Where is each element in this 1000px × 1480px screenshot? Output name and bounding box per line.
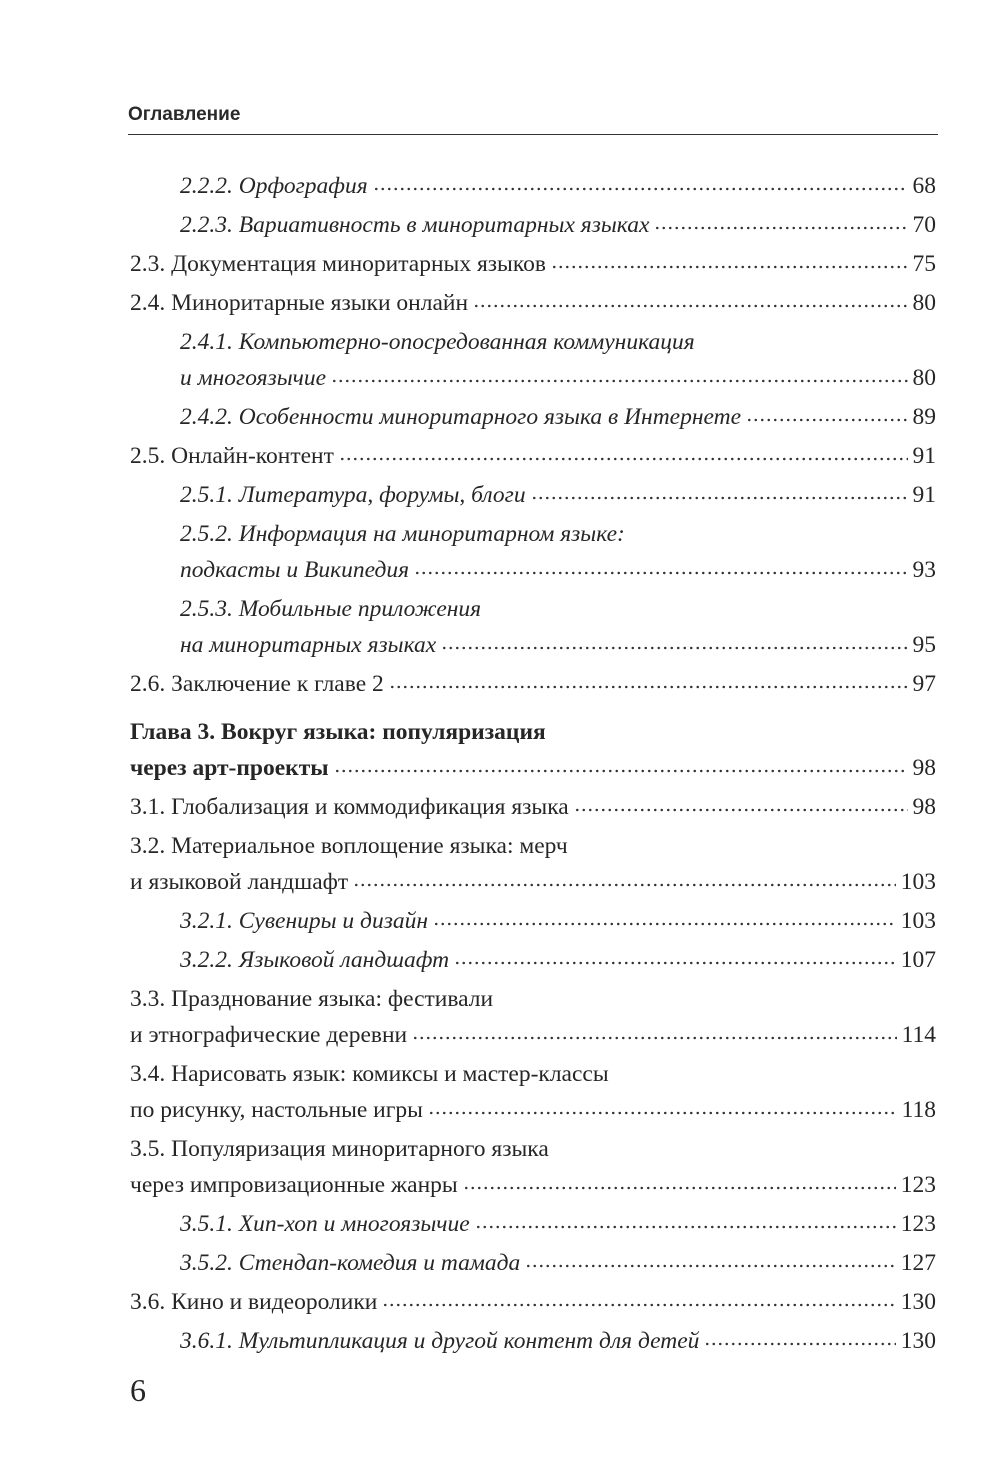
dot-leader [704,1342,895,1346]
toc-entry[interactable] [130,1323,936,1359]
toc-page-number: 130 [900,1328,936,1354]
toc-page-number: 68 [912,173,936,199]
dot-leader [382,1303,895,1307]
toc-entry[interactable] [130,1245,936,1281]
toc-page-number: 97 [912,671,936,697]
toc-page-number: 107 [900,947,936,973]
toc-entry-title-line: через арт-проекты [130,755,329,781]
toc-entry-title-line: Глава 3. Вокруг языка: популяризация [130,719,546,745]
toc-entry[interactable] [130,828,936,900]
toc-entry-title-line: 2.2.2. Орфография [180,173,368,199]
toc-entry-title-line: 2.5.2. Информация на миноритарном языке: [180,521,625,547]
toc-entry[interactable] [130,399,936,435]
toc-entry-title-line: 2.2.3. Вариативность в миноритарных языках [180,212,650,238]
dot-leader [531,496,908,500]
dot-leader [353,883,896,887]
toc-entry-title-line: 2.5.1. Литература, форумы, блоги [180,482,526,508]
toc-entry[interactable] [130,1284,936,1320]
dot-leader [463,1186,896,1190]
dot-leader [441,646,907,650]
toc-entry-title-line: 3.2. Материальное воплощение языка: мерч [130,833,568,859]
dot-leader [473,304,907,308]
toc-entry[interactable] [130,591,936,663]
toc-page-number: 123 [900,1211,936,1237]
toc-entry-title-line: и этнографические деревни [130,1022,408,1048]
toc-entry-title-line: 2.5. Онлайн-контент [130,443,334,469]
dot-leader [331,379,907,383]
toc-entry[interactable] [130,789,936,825]
toc-entry[interactable] [130,516,936,588]
toc-entry[interactable] [130,324,936,396]
toc-entry[interactable] [130,285,936,321]
toc-entry[interactable] [130,714,936,786]
dot-leader [334,769,908,773]
table-of-contents [130,168,936,1362]
toc-entry[interactable] [130,981,936,1053]
toc-page-number: 123 [900,1172,936,1198]
toc-entry-title-line: и многоязычие [180,365,327,391]
toc-page-number: 103 [900,908,936,934]
toc-page-number: 103 [900,869,936,895]
toc-entry[interactable] [130,477,936,513]
toc-entry-title-line: 3.2.1. Сувениры и дизайн [180,908,429,934]
toc-entry-title-line: 2.4. Миноритарные языки онлайн [130,290,469,316]
dot-leader [428,1111,897,1115]
toc-page-number: 130 [900,1289,936,1315]
toc-entry[interactable] [130,438,936,474]
toc-page-number: 89 [912,404,936,430]
dot-leader [373,187,908,191]
page-number: 6 [130,1372,146,1408]
dot-leader [475,1225,896,1229]
toc-entry-title-line: 3.5. Популяризация миноритарного языка [130,1136,549,1162]
dot-leader [574,808,908,812]
toc-page-number: 98 [912,755,936,781]
dot-leader [433,922,896,926]
toc-page-number: 91 [912,482,936,508]
dot-leader [339,457,908,461]
toc-entry[interactable] [130,666,936,702]
toc-entry-title-line: 3.4. Нарисовать язык: комиксы и мастер-классы [130,1061,609,1087]
toc-entry-title-line: 3.5.1. Хип-хоп и многоязычие [180,1211,470,1237]
toc-entry-title-line: 2.3. Документация миноритарных языков [130,251,546,277]
toc-page-number: 80 [912,290,936,316]
toc-entry[interactable] [130,207,936,243]
toc-page-number: 95 [912,632,936,658]
toc-entry-title-line: 2.6. Заключение к главе 2 [130,671,384,697]
toc-entry-title-line: на миноритарных языках [180,632,437,658]
toc-entry[interactable] [130,942,936,978]
toc-entry-title-line: 3.3. Празднование языка: фестивали [130,986,494,1012]
toc-entry-title-line: 3.6.1. Мультипликация и другой контент для детей [180,1328,700,1354]
dot-leader [654,226,907,230]
toc-page-number: 70 [912,212,936,238]
toc-entry[interactable] [130,1206,936,1242]
toc-entry[interactable] [130,168,936,204]
toc-entry-title-line: и языковой ландшафт [130,869,349,895]
toc-page-number: 91 [912,443,936,469]
toc-entry-title-line: 3.2.2. Языковой ландшафт [180,947,450,973]
toc-entry-title-line: 2.4.2. Особенности миноритарного языка в Интернете [180,404,742,430]
toc-entry[interactable] [130,1131,936,1203]
toc-entry-title-line: 2.4.1. Компьютерно-опосредованная коммуникация [180,329,695,355]
toc-entry-title-line: 3.5.2. Стендап-комедия и тамада [180,1250,521,1276]
dot-leader [525,1264,895,1268]
toc-page-number: 80 [912,365,936,391]
toc-entry[interactable] [130,903,936,939]
toc-entry-title-line: 3.6. Кино и видеоролики [130,1289,378,1315]
toc-entry-title-line: подкасты и Википедия [180,557,410,583]
toc-page-number: 75 [912,251,936,277]
toc-entry-title-line: 3.1. Глобализация и коммодификация языка [130,794,569,820]
dot-leader [414,571,907,575]
toc-page-number: 93 [912,557,936,583]
toc-entry[interactable] [130,1056,936,1128]
toc-page-number: 127 [900,1250,936,1276]
toc-entry[interactable] [130,246,936,282]
toc-page-number: 118 [901,1097,936,1123]
toc-entry-title-line: по рисунку, настольные игры [130,1097,423,1123]
toc-page-number: 98 [912,794,936,820]
toc-entry-title-line: через импровизационные жанры [130,1172,458,1198]
dot-leader [412,1036,896,1040]
dot-leader [389,685,908,689]
running-header: Оглавление [128,104,938,135]
dot-leader [454,961,896,965]
toc-page-number: 114 [901,1022,936,1048]
dot-leader [746,418,907,422]
dot-leader [551,265,908,269]
toc-entry-title-line: 2.5.3. Мобильные приложения [180,596,482,622]
